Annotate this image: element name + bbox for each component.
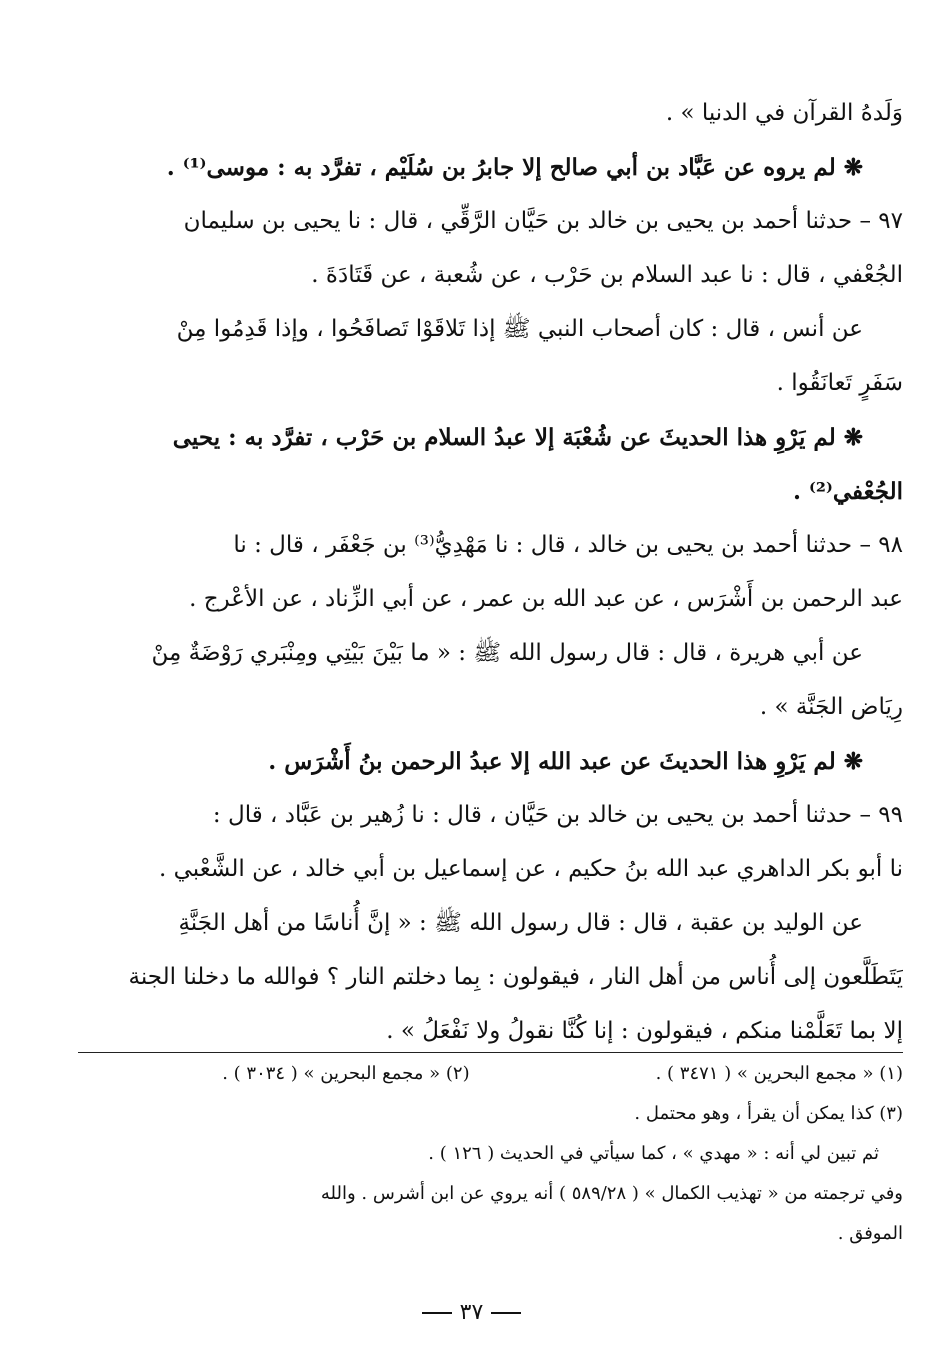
text-line: يَتَطَلَّعون إلى أُناس من أهل النار ، فيقولون : بِما دخلتم النار ؟ فوالله ما دخلنا الجنة <box>128 963 903 990</box>
text-line: عن الوليد بن عقبة ، قال : قال رسول الله ﷺ : « إنَّ أُناسًا من أهل الجَنَّةِ <box>178 909 863 936</box>
text-line: وَلَدهُ القرآن في الدنيا » . <box>665 99 903 126</box>
text-line: ٩٨ – حدثنا أحمد بن يحيى بن خالد ، قال : نا مَهْدِيُّ⁽³⁾ بن جَعْفَر ، قال : نا <box>233 531 903 558</box>
text-line: ❋ لم يَرْوِ هذا الحديثَ عن عبد الله إلا عبدُ الرحمن بنُ أَشْرَس . <box>268 747 863 775</box>
text-line: عبد الرحمن بن أَشْرَس ، عن عبد الله بن عمر ، عن أبي الزِّناد ، عن الأعْرج . <box>189 585 903 612</box>
footnote-1: (١) « مجمع البحرين » ( ٣٤٧١ ) . <box>655 1062 903 1084</box>
text-line: نا أبو بكر الداهري عبد الله بنُ حكيم ، عن إسماعيل بن أبي خالد ، عن الشَّعْبي . <box>159 855 903 882</box>
footnote-3-continued-3: الموفق . <box>837 1222 903 1244</box>
footnote-row-1 <box>78 1053 903 1093</box>
main-text <box>78 86 903 1058</box>
footnote-3: (٣) كذا يمكن أن يقرأ ، وهو محتمل . <box>634 1102 903 1124</box>
text-line: الجُعْفي ، قال : نا عبد السلام بن حَرْب ، عن شُعبة ، عن قَتَادَةَ . <box>311 261 903 288</box>
footnote-3-continued: ثم تبين لي أنه : « مهدي » ، كما سيأتي في الحديث ( ١٢٦ ) . <box>428 1142 879 1164</box>
text-line: ❋ لم يروه عن عَبَّاد بن أبي صالح إلا جابرُ بن سُلَيْم ، تفرَّد به : موسى⁽¹⁾ . <box>166 153 863 181</box>
page-number-block <box>0 1300 943 1325</box>
text-line: ❋ لم يَرْوِ هذا الحديثَ عن شُعْبَة إلا عبدُ السلام بن حَرْب ، تفرَّد به : يحيى <box>172 423 863 451</box>
text-line: عن أنس ، قال : كان أصحاب النبي ﷺ إذا تَلاقَوْا تَصافَحُوا ، وإذا قَدِمُوا مِنْ <box>176 315 863 342</box>
text-line: عن أبي هريرة ، قال : قال رسول الله ﷺ : « ما بَيْنَ بَيْتِي ومِنْبَري رَوْضَةٌ مِنْ <box>151 639 863 666</box>
footnotes <box>78 1052 903 1253</box>
text-line: إلا بما تَعَلَّمْنا منكم ، فيقولون : إنا كُنَّا نقولُ ولا نَفْعَلُ » . <box>386 1017 903 1044</box>
dash-right <box>491 1312 521 1314</box>
text-line: سَفَرٍ تَعانَقُوا . <box>776 369 903 396</box>
text-line: رِيَاض الجَنَّة » . <box>759 693 903 720</box>
text-line: ٩٩ – حدثنا أحمد بن يحيى بن خالد بن حَيَّان ، قال : نا زُهير بن عَبَّاد ، قال : <box>212 801 903 828</box>
page-number: ٣٧ <box>459 1300 484 1325</box>
text-line: ٩٧ – حدثنا أحمد بن يحيى بن خالد بن حَيَّان الرَّقِّي ، قال : نا يحيى بن سليمان <box>183 207 903 234</box>
text-line: الجُعْفي⁽²⁾ . <box>793 477 903 505</box>
footnote-2: (٢) « مجمع البحرين » ( ٣٠٣٤ ) . <box>222 1062 470 1084</box>
dash-left <box>422 1312 452 1314</box>
footnote-3-continued-2: وفي ترجمته من « تهذيب الكمال » ( ٥٨٩/٢٨ ) أنه يروي عن ابن أشرس . والله <box>320 1182 903 1204</box>
